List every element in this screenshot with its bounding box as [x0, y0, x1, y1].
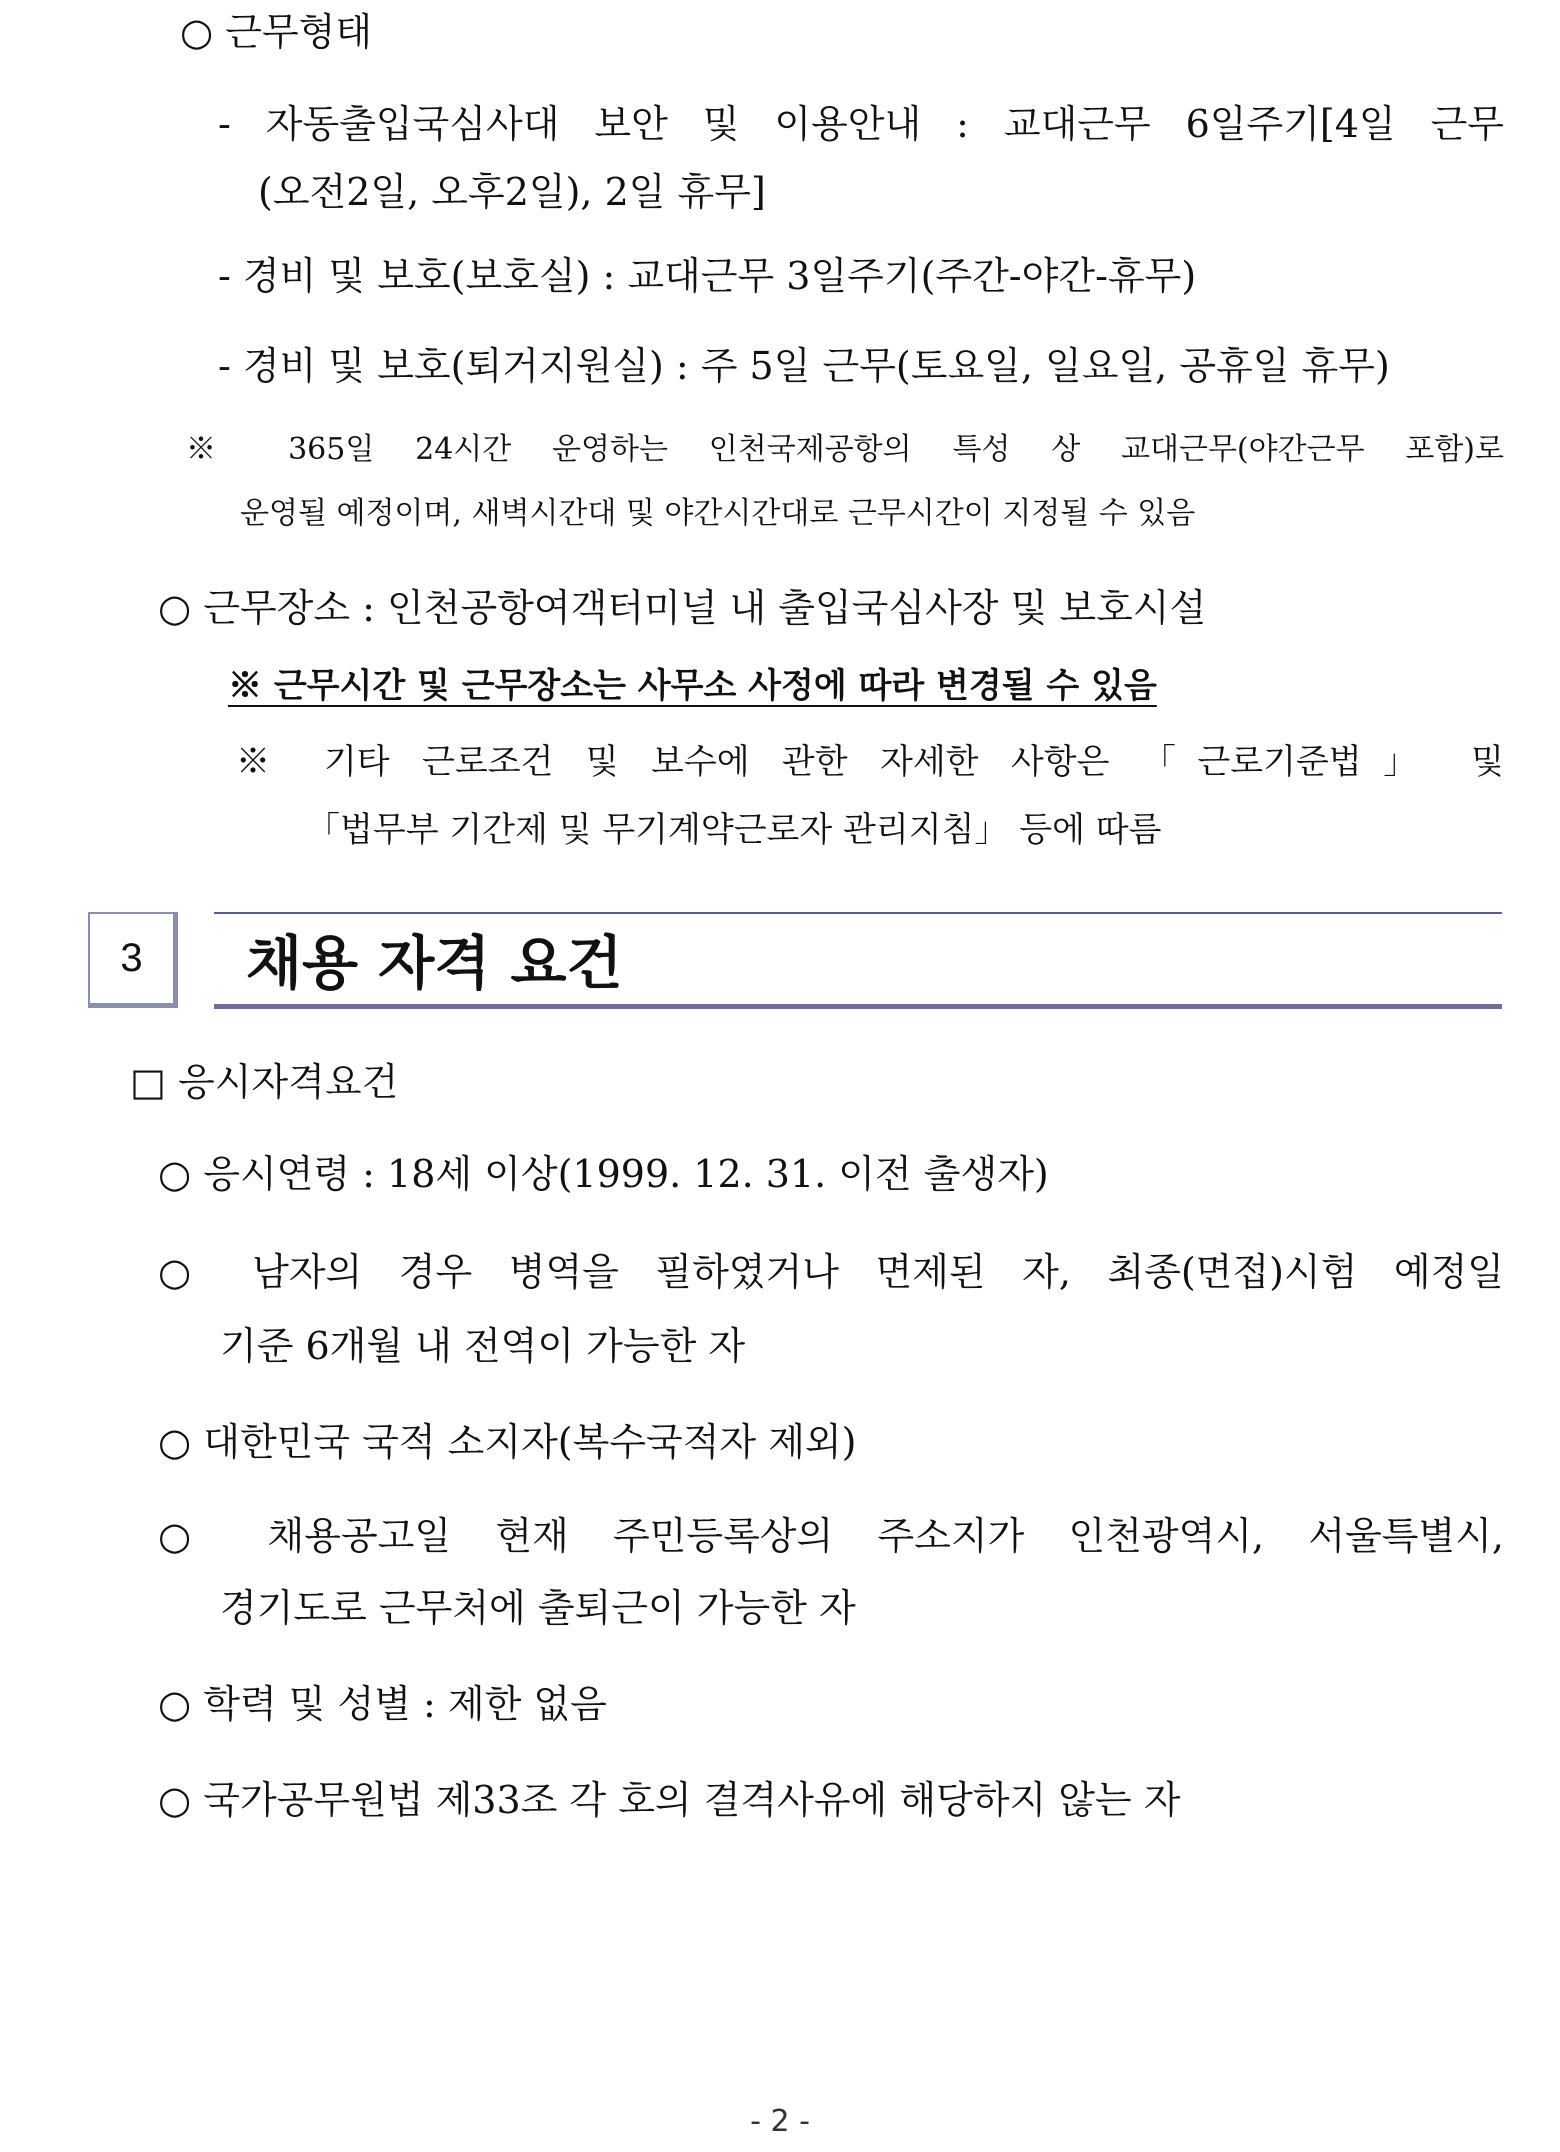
qualification-address-line1: ○ 채용공고일 현재 주민등록상의 주소지가 인천광역시, 서울특별시,: [158, 1514, 1504, 1558]
page-number: - 2 -: [750, 2104, 810, 2139]
work-place-note2-line1: ※ 기타 근로조건 및 보수에 관한 자세한 사항은 「근로기준법」 및: [236, 742, 1504, 782]
section-title: 채용 자격 요건: [246, 929, 623, 997]
work-type-item-1: - 자동출입국심사대 보안 및 이용안내 : 교대근무 6일주기[4일 근무: [218, 102, 1504, 146]
work-type-heading: ○ 근무형태: [180, 10, 373, 54]
qualifications-heading: □ 응시자격요건: [130, 1060, 399, 1104]
section-rule-bottom: [214, 1004, 1502, 1009]
section-number-box: [88, 912, 178, 1008]
qualification-disqualification: ○ 국가공무원법 제33조 각 호의 결격사유에 해당하지 않는 자: [158, 1778, 1181, 1822]
qualification-age: ○ 응시연령 : 18세 이상(1999. 12. 31. 이전 출생자): [158, 1152, 1049, 1196]
qualification-education-gender: ○ 학력 및 성별 : 제한 없음: [158, 1682, 607, 1726]
work-type-item-1-cont: (오전2일, 오후2일), 2일 휴무]: [258, 170, 766, 214]
qualification-military-line1: ○ 남자의 경우 병역을 필하였거나 면제된 자, 최종(면접)시험 예정일: [158, 1250, 1504, 1294]
qualification-military-line2: 기준 6개월 내 전역이 가능한 자: [220, 1324, 746, 1368]
qualification-nationality: ○ 대한민국 국적 소지자(복수국적자 제외): [158, 1420, 857, 1464]
section-number: 3: [120, 936, 143, 980]
section-rule-top: [214, 912, 1502, 914]
work-type-item-2: - 경비 및 보호(보호실) : 교대근무 3일주기(주간-야간-휴무): [218, 254, 1197, 298]
work-type-note-line1: ※ 365일 24시간 운영하는 인천국제공항의 특성 상 교대근무(야간근무 포함)로: [186, 432, 1504, 467]
work-place: ○ 근무장소 : 인천공항여객터미널 내 출입국심사장 및 보호시설: [158, 586, 1207, 630]
work-type-item-3: - 경비 및 보호(퇴거지원실) : 주 5일 근무(토요일, 일요일, 공휴일 휴무): [218, 344, 1390, 388]
work-place-note2-line2: 「법무부 기간제 및 무기계약근로자 관리지침」 등에 따름: [306, 810, 1162, 850]
work-type-note-line2: 운영될 예정이며, 새벽시간대 및 야간시간대로 근무시간이 지정될 수 있음: [240, 496, 1196, 531]
work-place-note-underlined: ※ 근무시간 및 근무장소는 사무소 사정에 따라 변경될 수 있음: [228, 666, 1157, 706]
qualification-address-line2: 경기도로 근무처에 출퇴근이 가능한 자: [220, 1586, 856, 1630]
